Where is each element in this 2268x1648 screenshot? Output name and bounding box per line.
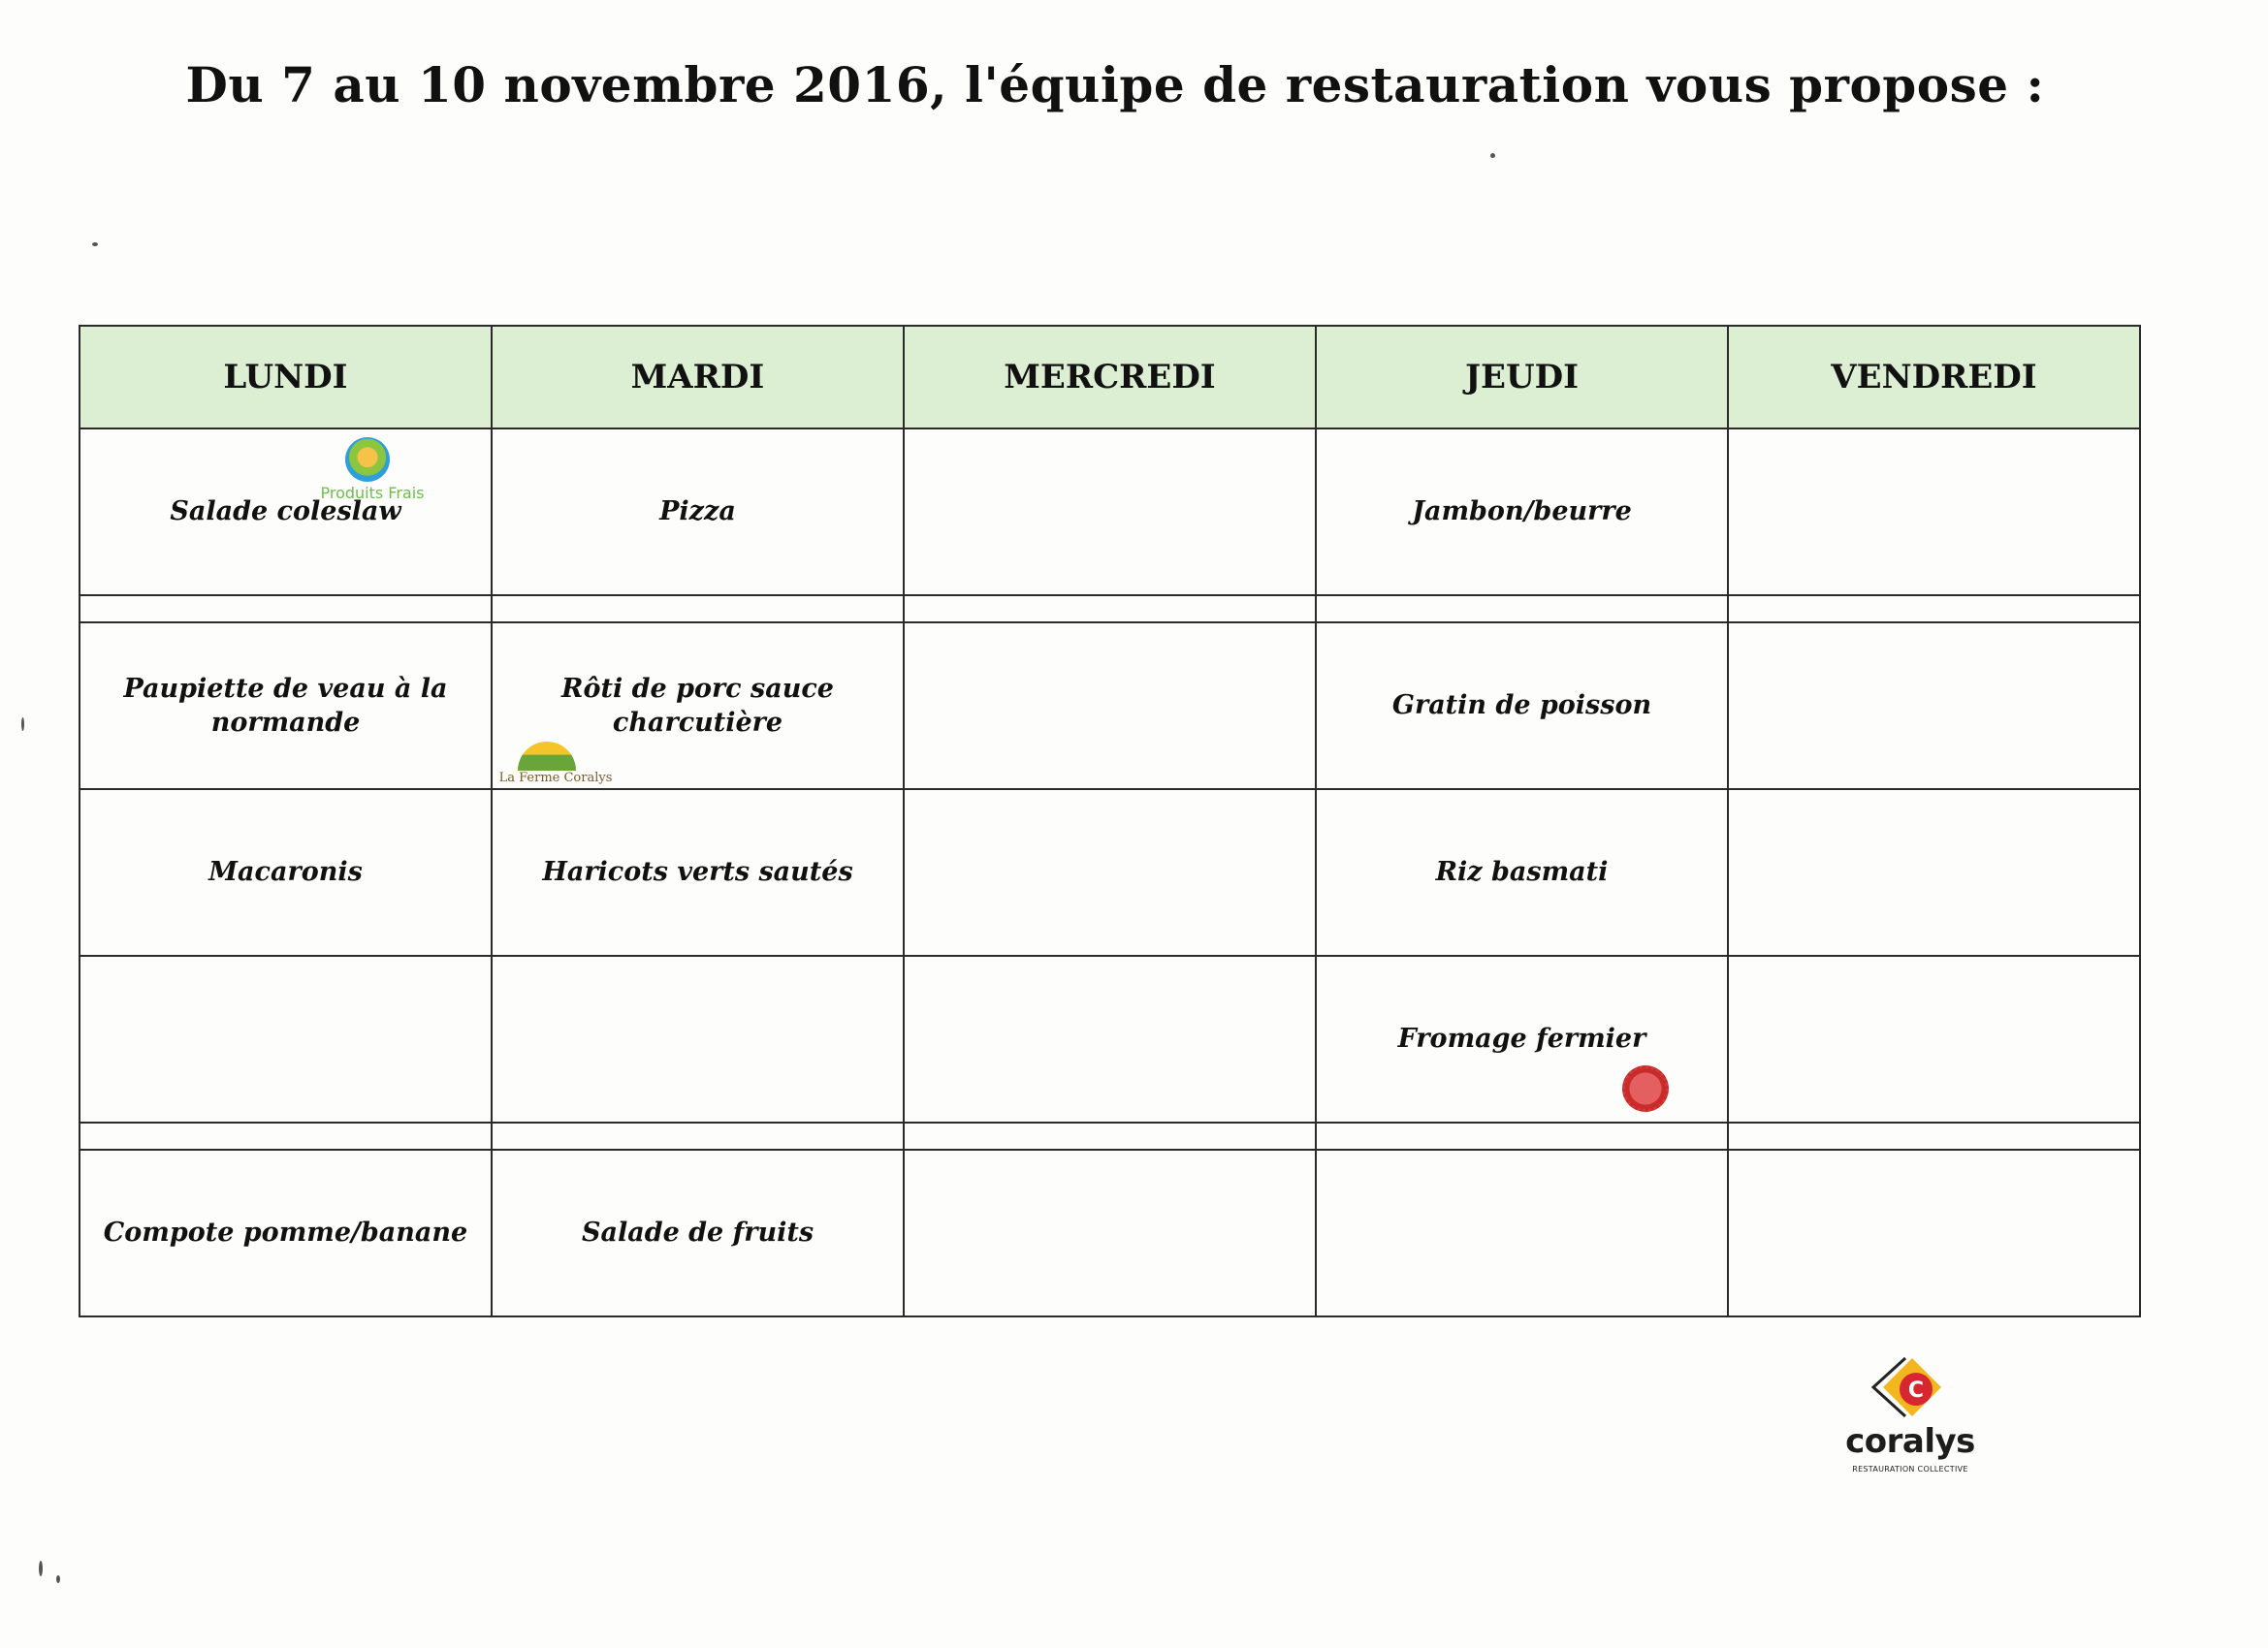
spacer-cell: [904, 1123, 1316, 1150]
menu-cell: [1316, 622, 1728, 789]
menu-cell: [904, 789, 1316, 956]
cheese-row: [80, 956, 2140, 1123]
day-header-friday: VENDREDI: [1728, 326, 2140, 428]
menu-cell: [80, 1150, 492, 1316]
ferme-coralys-badge: [493, 742, 619, 786]
menu-cell: [1728, 1150, 2140, 1316]
menu-cell: [904, 1150, 1316, 1316]
spacer-cell: [80, 595, 492, 622]
menu-cell: [904, 622, 1316, 789]
menu-cell: [80, 789, 492, 956]
side-dish-row: [80, 789, 2140, 956]
spacer-cell: [1728, 1123, 2140, 1150]
scan-speck: [92, 242, 98, 246]
dish-label: Paupiette de veau à la normande: [123, 673, 448, 738]
menu-cell: [492, 1150, 904, 1316]
spacer-cell: [492, 1123, 904, 1150]
dish-label: Compote pomme/banane: [103, 1218, 468, 1249]
menu-cell: [492, 956, 904, 1123]
spacer-cell: [1316, 1123, 1728, 1150]
dish-label: Fromage fermier: [1397, 1024, 1646, 1055]
spacer-cell: [904, 595, 1316, 622]
produits-frais-badge: [314, 437, 431, 505]
page-title: Du 7 au 10 novembre 2016, l'équipe de restauration vous propose :: [185, 56, 2045, 113]
menu-cell: [492, 428, 904, 595]
menu-cell: [492, 622, 904, 789]
menu-cell: [1316, 1150, 1728, 1316]
menu-cell: [1316, 428, 1728, 595]
ferme-coralys-label: La Ferme Coralys: [498, 771, 613, 785]
menu-cell: [1316, 956, 1728, 1123]
dish-label: Gratin de poisson: [1391, 690, 1652, 721]
farm-cheese-seal-icon: [1622, 1065, 1669, 1112]
menu-cell: [904, 956, 1316, 1123]
produits-frais-label: Produits Frais: [320, 484, 425, 502]
dish-label: Salade de fruits: [581, 1218, 815, 1249]
menu-cell: [80, 428, 492, 595]
logo-name: coralys: [1845, 1422, 1975, 1461]
menu-cell: [904, 428, 1316, 595]
spacer-row: [80, 1123, 2140, 1150]
entree-row: [80, 428, 2140, 595]
menu-cell: [1728, 622, 2140, 789]
menu-cell: [1728, 428, 2140, 595]
farm-icon: [518, 742, 576, 771]
weekly-menu-table: [79, 325, 2141, 1317]
spacer-cell: [492, 595, 904, 622]
dish-label: Pizza: [659, 496, 736, 527]
scan-speck: [21, 717, 24, 731]
spacer-cell: [1728, 595, 2140, 622]
day-header-monday: LUNDI: [80, 326, 492, 428]
scan-speck: [56, 1575, 60, 1583]
menu-cell: [80, 622, 492, 789]
spacer-cell: [80, 1123, 492, 1150]
logo-tagline: RESTAURATION COLLECTIVE: [1852, 1465, 1968, 1474]
scan-speck: [1490, 153, 1495, 158]
spacer-cell: [1316, 595, 1728, 622]
dish-label: Haricots verts sautés: [542, 857, 853, 888]
menu-cell: [1728, 956, 2140, 1123]
menu-cell: [492, 789, 904, 956]
coralys-logo: [1837, 1352, 1983, 1478]
fresh-produce-icon: [345, 437, 390, 482]
menu-cell: [1728, 789, 2140, 956]
coralys-mark-icon: [1852, 1352, 1968, 1422]
day-header-row: [80, 326, 2140, 428]
dish-label: Riz basmati: [1435, 857, 1609, 888]
dish-label: Jambon/beurre: [1412, 496, 1632, 527]
dessert-row: [80, 1150, 2140, 1316]
svg-text:C: C: [1907, 1379, 1925, 1403]
menu-cell: [1316, 789, 1728, 956]
day-header-wednesday: MERCREDI: [904, 326, 1316, 428]
main-course-row: [80, 622, 2140, 789]
day-header-thursday: JEUDI: [1316, 326, 1728, 428]
scan-speck: [39, 1561, 43, 1576]
dish-label: Rôti de porc sauce charcutière: [561, 673, 834, 738]
dish-label: Salade coleslaw: [170, 496, 401, 527]
menu-cell: [80, 956, 492, 1123]
spacer-row: [80, 595, 2140, 622]
day-header-tuesday: MARDI: [492, 326, 904, 428]
dish-label: Macaronis: [208, 857, 363, 888]
